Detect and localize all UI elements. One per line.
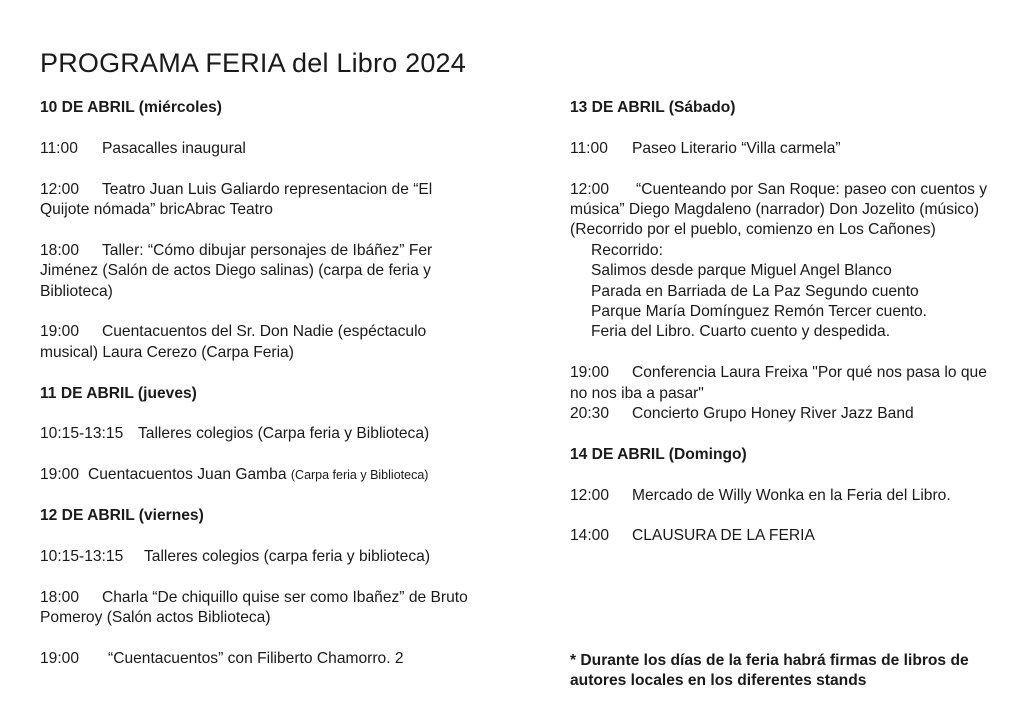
entry-text: Concierto Grupo Honey River Jazz Band (632, 405, 914, 423)
entry-text: Cuentacuentos del Sr. Don Nadie (espéctaculo musical) Laura Cerezo (Carpa Feria) (40, 323, 427, 361)
schedule-entry (40, 424, 470, 444)
entry-time: 12:00 (40, 180, 80, 198)
schedule-entry (570, 526, 990, 546)
day-heading: 11 DE ABRIL (jueves) (40, 384, 197, 402)
schedule-entry (40, 465, 470, 485)
entry-text: Talleres colegios (carpa feria y biblioteca) (144, 547, 431, 565)
entry-time: 10:15-13:15 (40, 425, 124, 443)
entry-text: Pasacalles inaugural (102, 139, 246, 157)
route-line: Recorrido: (591, 241, 663, 259)
schedule-entry (40, 180, 470, 221)
entry-time: 19:00 (40, 649, 80, 667)
schedule-entry (40, 139, 470, 159)
entry-time: 19:00 (40, 323, 80, 341)
left-column (40, 98, 470, 669)
route-line: Parada en Barriada de La Paz Segundo cuento (591, 282, 919, 300)
entry-time: 18:00 (40, 241, 80, 259)
entry-text: Talleres colegios (Carpa feria y Biblioteca) (138, 425, 430, 443)
schedule-entry (570, 180, 990, 241)
entry-text: Taller: “Cómo dibujar personajes de Ibáñez” Fer Jiménez (Salón de actos Diego salinas) (carpa de feria y Biblioteca) (40, 241, 433, 300)
entry-time: 11:00 (40, 139, 78, 157)
entry-location: (Carpa feria y Biblioteca) (290, 468, 429, 483)
entry-time: 18:00 (40, 588, 80, 606)
day-heading: 10 DE ABRIL (miércoles) (40, 99, 222, 116)
schedule-entry (40, 649, 470, 669)
schedule-entry (40, 547, 470, 567)
entry-time: 11:00 (570, 139, 608, 157)
signing-note: * Durante los días de la feria habrá firmas de libros de autores locales en los diferentes stands (570, 652, 969, 690)
schedule-entry (40, 241, 470, 302)
entry-text: “Cuenteando por San Roque: paseo con cuentos y música” Diego Magdaleno (narrador) Don Jozelito (músico) (Recorrido por el pueblo, comienzo en Los Cañones) (570, 180, 988, 239)
entry-time: 20:30 (570, 405, 610, 423)
schedule-entry (570, 486, 990, 506)
entry-time: 14:00 (570, 527, 610, 545)
day-heading: 14 DE ABRIL (Domingo) (570, 445, 747, 463)
entry-time: 12:00 (570, 180, 610, 198)
schedule-entry (570, 363, 990, 404)
schedule-entry (40, 322, 470, 363)
route-line: Salimos desde parque Miguel Angel Blanco (591, 262, 892, 280)
schedule-entry (40, 588, 470, 629)
entry-text: CLAUSURA DE LA FERIA (632, 527, 815, 545)
entry-text: Paseo Literario “Villa carmela” (632, 139, 841, 157)
entry-text: Teatro Juan Luis Galiardo representacion de “El Quijote nómada” bricAbrac Teatro (40, 180, 433, 218)
schedule-entry (570, 404, 990, 424)
entry-text: Mercado de Willy Wonka en la Feria del Libro. (632, 486, 951, 504)
entry-text: “Cuentacuentos” con Filiberto Chamorro. 2 (108, 649, 404, 667)
entry-text: Conferencia Laura Freixa "Por qué nos pasa lo que no nos iba a pasar" (570, 364, 987, 402)
page-title: PROGRAMA FERIA del Libro 2024 (40, 48, 466, 78)
day-heading: 13 DE ABRIL (Sábado) (570, 99, 736, 116)
entry-time: 12:00 (570, 486, 610, 504)
schedule-entry (570, 139, 990, 159)
route-line: Parque María Domínguez Remón Tercer cuento. (591, 303, 928, 321)
route-line: Feria del Libro. Cuarto cuento y despedida. (591, 323, 891, 341)
entry-time: 10:15-13:15 (40, 547, 124, 565)
entry-time: 19:00 (570, 364, 610, 382)
day-heading: 12 DE ABRIL (viernes) (40, 507, 204, 524)
entry-text: Cuentacuentos Juan Gamba (88, 466, 287, 484)
entry-text: Charla “De chiquillo quise ser como Ibañez” de Bruto Pomeroy (Salón actos Biblioteca) (40, 588, 468, 626)
right-column (570, 98, 990, 547)
entry-time: 19:00 (40, 466, 80, 484)
